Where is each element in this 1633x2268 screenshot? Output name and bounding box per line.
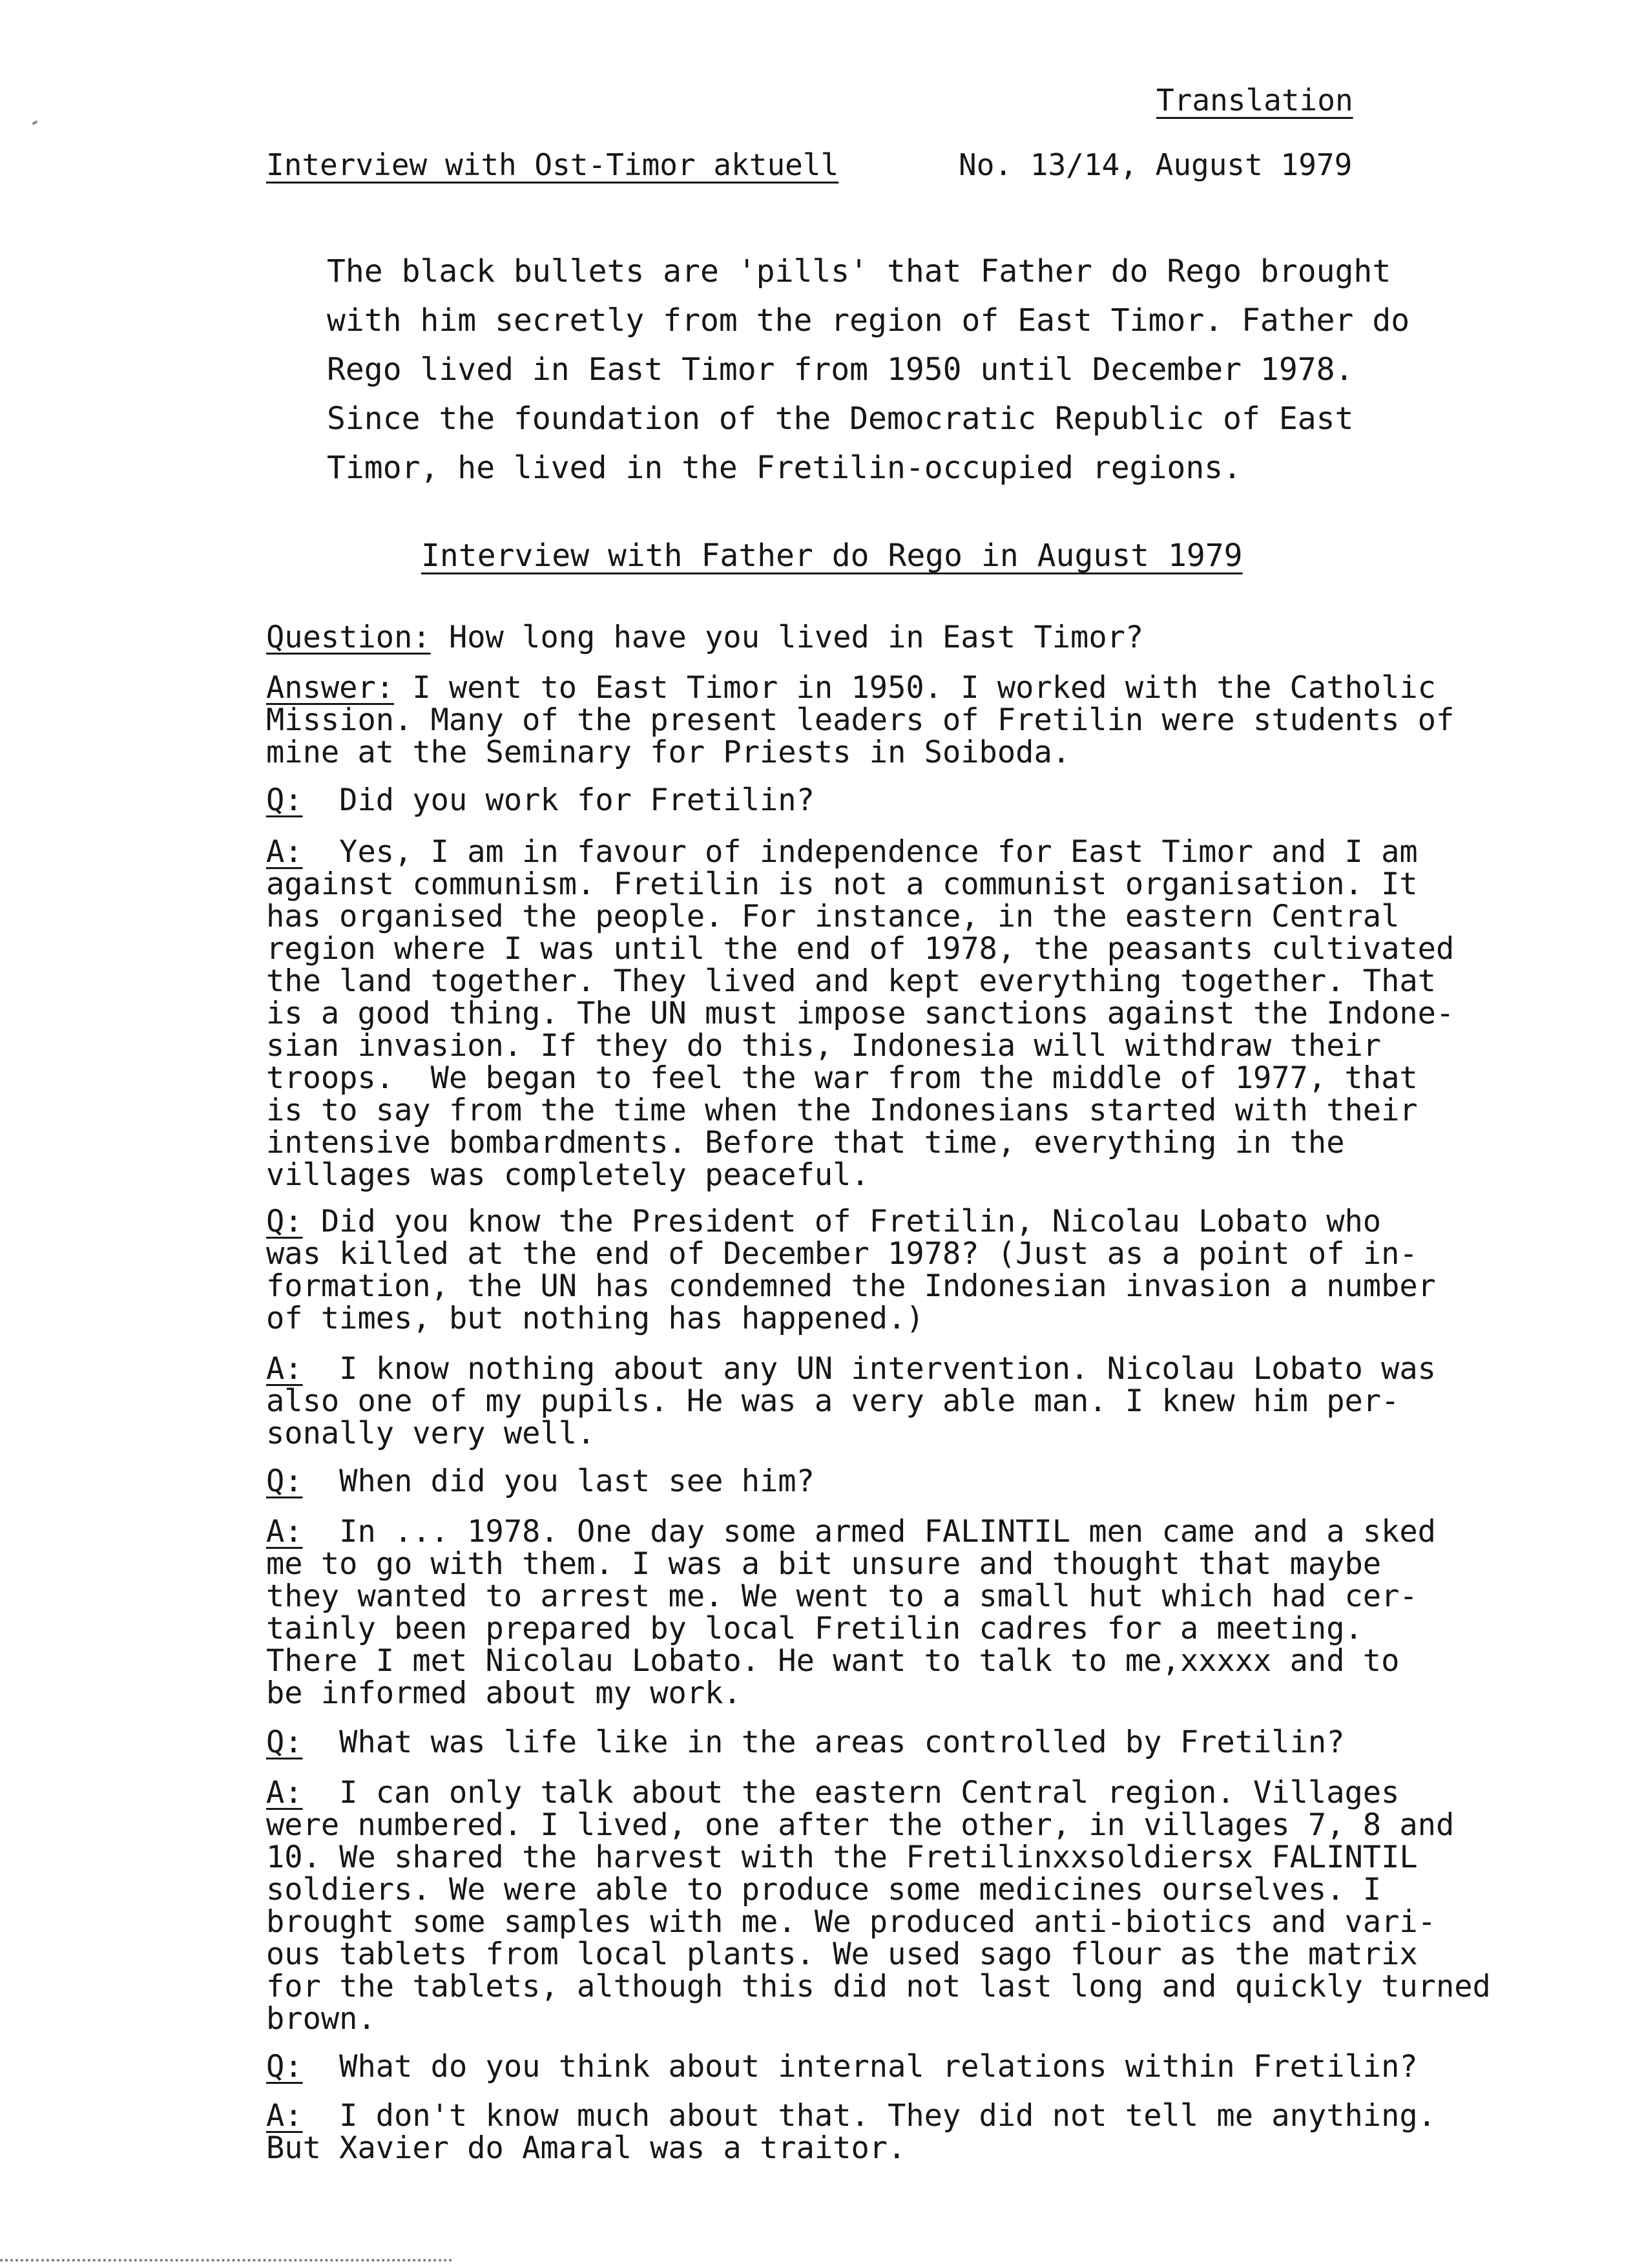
qa-text: tainly been prepared by local Fretilin cadres for a meeting. (266, 1611, 1363, 1646)
qa-text: is to say from the time when the Indonesians started with their (266, 1093, 1418, 1128)
qa-block (266, 836, 1610, 1192)
qa-label: Q: (266, 2049, 303, 2084)
qa-block (266, 622, 1610, 654)
qa-text: But Xavier do Amaral was a traitor. (266, 2130, 906, 2166)
intro-line: Timor, he lived in the Fretilin-occupied regions. (327, 450, 1242, 486)
qa-text: When did you last see him? (302, 1464, 815, 1499)
qa-text: soldiers. We were able to produce some medicines ourselves. I (266, 1872, 1382, 1907)
qa-text: has organised the people. For instance, in the eastern Central (266, 899, 1400, 934)
qa-text: region where I was until the end of 1978, the peasants cultivated (266, 931, 1455, 967)
qa-text: 10. We shared the harvest with the Fretilinxxsoldiersx FALINTIL (266, 1840, 1418, 1875)
qa-text: Did you work for Fretilin? (302, 782, 815, 818)
qa-block (266, 672, 1610, 769)
issue-info: No. 13/14, August 1979 (959, 147, 1353, 182)
qa-text: they wanted to arrest me. We went to a small hut which had cer- (266, 1579, 1418, 1614)
qa-text: ous tablets from local plants. We used sago flour as the matrix (266, 1937, 1418, 1972)
qa-label: Q: (266, 1464, 303, 1499)
qa-block (266, 1727, 1610, 1759)
scan-edge-dots (0, 2259, 452, 2262)
qa-block (266, 784, 1610, 817)
qa-text: What was life like in the areas controlled by Fretilin? (302, 1725, 1345, 1760)
qa-text: for the tablets, although this did not last long and quickly turned (266, 1969, 1491, 2004)
qa-text: be informed about my work. (266, 1675, 742, 1711)
qa-text: In ... 1978. One day some armed FALINTIL men came and a sked (302, 1514, 1436, 1549)
qa-label: Q: (266, 782, 303, 818)
qa-text: of times, but nothing has happened.) (266, 1301, 924, 1336)
qa-label: Q: (266, 1725, 303, 1760)
qa-block (266, 2100, 1610, 2165)
qa-text: Did you know the President of Fretilin, Nicolau Lobato who (302, 1204, 1382, 1239)
intro-line: with him secretly from the region of East Timor. Father do (327, 302, 1410, 339)
qa-text: is a good thing. The UN must impose sanctions against the Indone- (266, 996, 1455, 1031)
qa-text: What do you think about internal relations within Fretilin? (302, 2049, 1418, 2084)
qa-text: I don't know much about that. They did not tell me anything. (302, 2098, 1436, 2134)
qa-text: Yes, I am in favour of independence for East Timor and I am (302, 834, 1418, 870)
qa-block (266, 2051, 1610, 2083)
qa-label: A: (266, 1351, 303, 1387)
qa-block (266, 1465, 1610, 1498)
qa-text: formation, the UN has condemned the Indonesian invasion a number (266, 1268, 1436, 1304)
qa-label: A: (266, 834, 303, 870)
qa-text: the land together. They lived and kept everything together. That (266, 963, 1436, 999)
margin-mark (32, 120, 38, 125)
qa-text: was killed at the end of December 1978? (Just as a point of in- (266, 1236, 1418, 1272)
qa-label: Q: (266, 1204, 303, 1239)
qa-label: A: (266, 2098, 303, 2134)
qa-text: I can only talk about the eastern Central region. Villages (302, 1775, 1400, 1811)
qa-label: A: (266, 1775, 303, 1811)
qa-text: villages was completely peaceful. (266, 1157, 869, 1193)
intro-line: The black bullets are 'pills' that Father do Rego brought (327, 253, 1391, 289)
intro-line: Rego lived in East Timor from 1950 until December 1978. (327, 352, 1354, 388)
qa-text: I know nothing about any UN intervention. Nicolau Lobato was (302, 1351, 1436, 1387)
qa-text: mine at the Seminary for Priests in Soiboda. (266, 735, 1071, 770)
qa-text: sian invasion. If they do this, Indonesia will withdraw their (266, 1028, 1382, 1064)
qa-text: troops. We began to feel the war from the middle of 1977, that (266, 1060, 1418, 1096)
qa-text: brought some samples with me. We produced anti-biotics and vari- (266, 1904, 1436, 1940)
qa-text: intensive bombardments. Before that time, everything in the (266, 1125, 1345, 1160)
qa-text: were numbered. I lived, one after the other, in villages 7, 8 and (266, 1807, 1455, 1843)
intro-line: Since the foundation of the Democratic Republic of East (327, 401, 1354, 437)
qa-block (266, 1206, 1610, 1335)
translation-label: Translation (1156, 83, 1353, 118)
interview-source: Interview with Ost-Timor aktuell (266, 147, 839, 182)
interview-subtitle: Interview with Father do Rego in August 1979 (421, 538, 1243, 574)
qa-text: I went to East Timor in 1950. I worked with the Catholic (394, 670, 1436, 706)
qa-text: There I met Nicolau Lobato. He want to talk to me,xxxxx and to (266, 1643, 1400, 1679)
qa-label: Question: (266, 620, 431, 655)
qa-label: A: (266, 1514, 303, 1549)
qa-text: sonally very well. (266, 1416, 596, 1451)
intro-paragraph (327, 247, 1554, 492)
qa-block (266, 1516, 1610, 1710)
qa-text: also one of my pupils. He was a very able man. I knew him per- (266, 1383, 1400, 1419)
qa-text: Mission. Many of the present leaders of Fretilin were students of (266, 702, 1455, 738)
qa-text: against communism. Fretilin is not a communist organisation. It (266, 866, 1418, 902)
qa-text: How long have you lived in East Timor? (430, 620, 1144, 655)
qa-block (266, 1353, 1610, 1450)
qa-label: Answer: (266, 670, 395, 706)
qa-block (266, 1777, 1610, 2035)
qa-text: me to go with them. I was a bit unsure and thought that maybe (266, 1546, 1382, 1582)
qa-text: brown. (266, 2001, 376, 2037)
